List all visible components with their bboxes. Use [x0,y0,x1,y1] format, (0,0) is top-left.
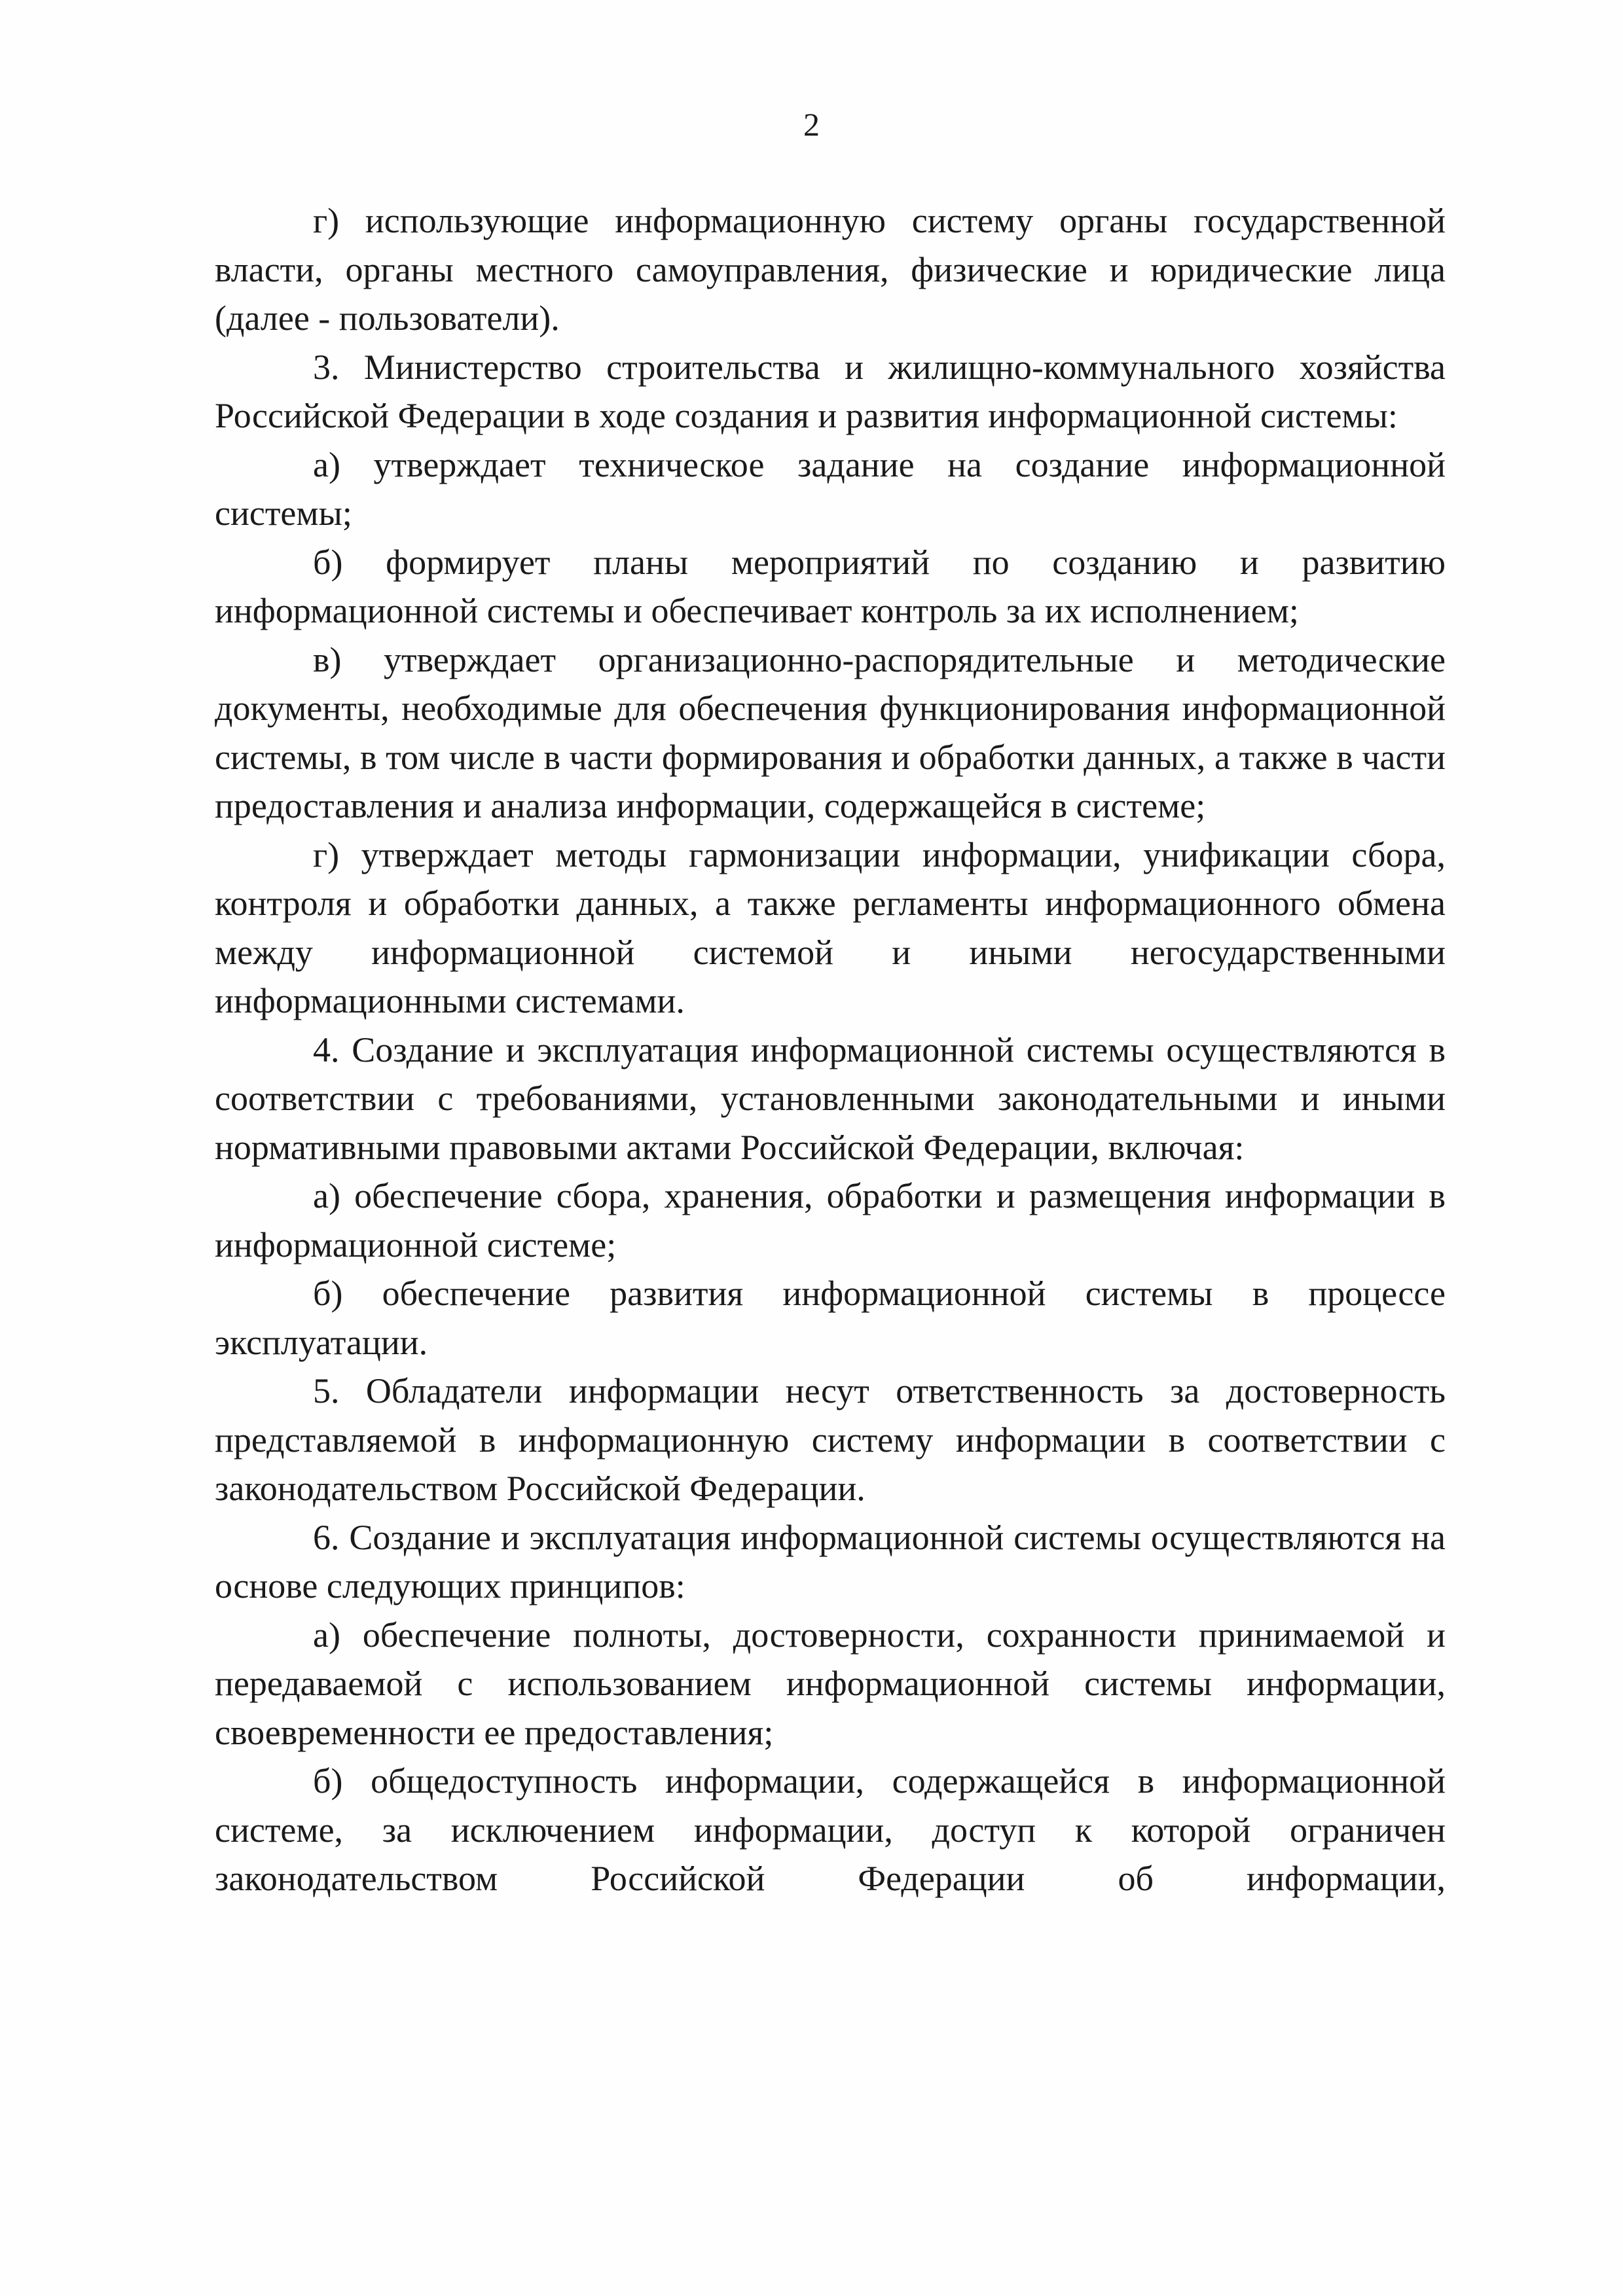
paragraph-3: 3. Министерство строительства и жилищно-коммунального хозяйства Российской Федерации в ходе создания и развития информационной системы: [215,347,1446,435]
paragraph-3v: в) утверждает организационно-распорядительные и методические документы, необходимые для обеспечения функционирования информационной системы, в том числе в части формирования и обработки данных, а также в части предоставления и анализа информации, содержащейся в системе; [215,639,1446,825]
paragraph-6b: б) общедоступность информации, содержащейся в информационной системе, за исключением информации, доступ к которой ограничен законодательством Российской Федерации об информации, [215,1761,1446,1898]
paragraph-3g: г) утверждает методы гармонизации информации, унификации сбора, контроля и обработки данных, а также регламенты информационного обмена между информационной системой и иными негосударственными информационными системами. [215,834,1446,1020]
paragraph-4a: а) обеспечение сбора, хранения, обработки и размещения информации в информационной системе; [215,1176,1446,1265]
paragraph-4: 4. Создание и эксплуатация информационной системы осуществляются в соответствии с требованиями, установленными законодательными и иными нормативными правовыми актами Российской Федерации, включая: [215,1030,1446,1167]
paragraph-4b: б) обеспечение развития информационной системы в процессе эксплуатации. [215,1274,1446,1362]
paragraph-5: 5. Обладатели информации несут ответственность за достоверность представляемой в информационную систему информации в соответствии с законодательством Российской Федерации. [215,1371,1446,1508]
document-body [215,196,1446,1903]
paragraph-6a: а) обеспечение полноты, достоверности, сохранности принимаемой и передаваемой с использованием информационной системы информации, своевременности ее предоставления; [215,1615,1446,1752]
paragraph-3a: а) утверждает техническое задание на создание информационной системы; [215,444,1446,533]
paragraph-2g: г) использующие информационную систему органы государственной власти, органы местного самоуправления, физические и юридические лица (далее - пользователи). [215,201,1446,338]
paragraph-3b: б) формирует планы мероприятий по созданию и развитию информационной системы и обеспечивает контроль за их исполнением; [215,542,1446,630]
paragraph-6: 6. Создание и эксплуатация информационной системы осуществляются на основе следующих принципов: [215,1517,1446,1605]
page-number: 2 [803,106,820,143]
